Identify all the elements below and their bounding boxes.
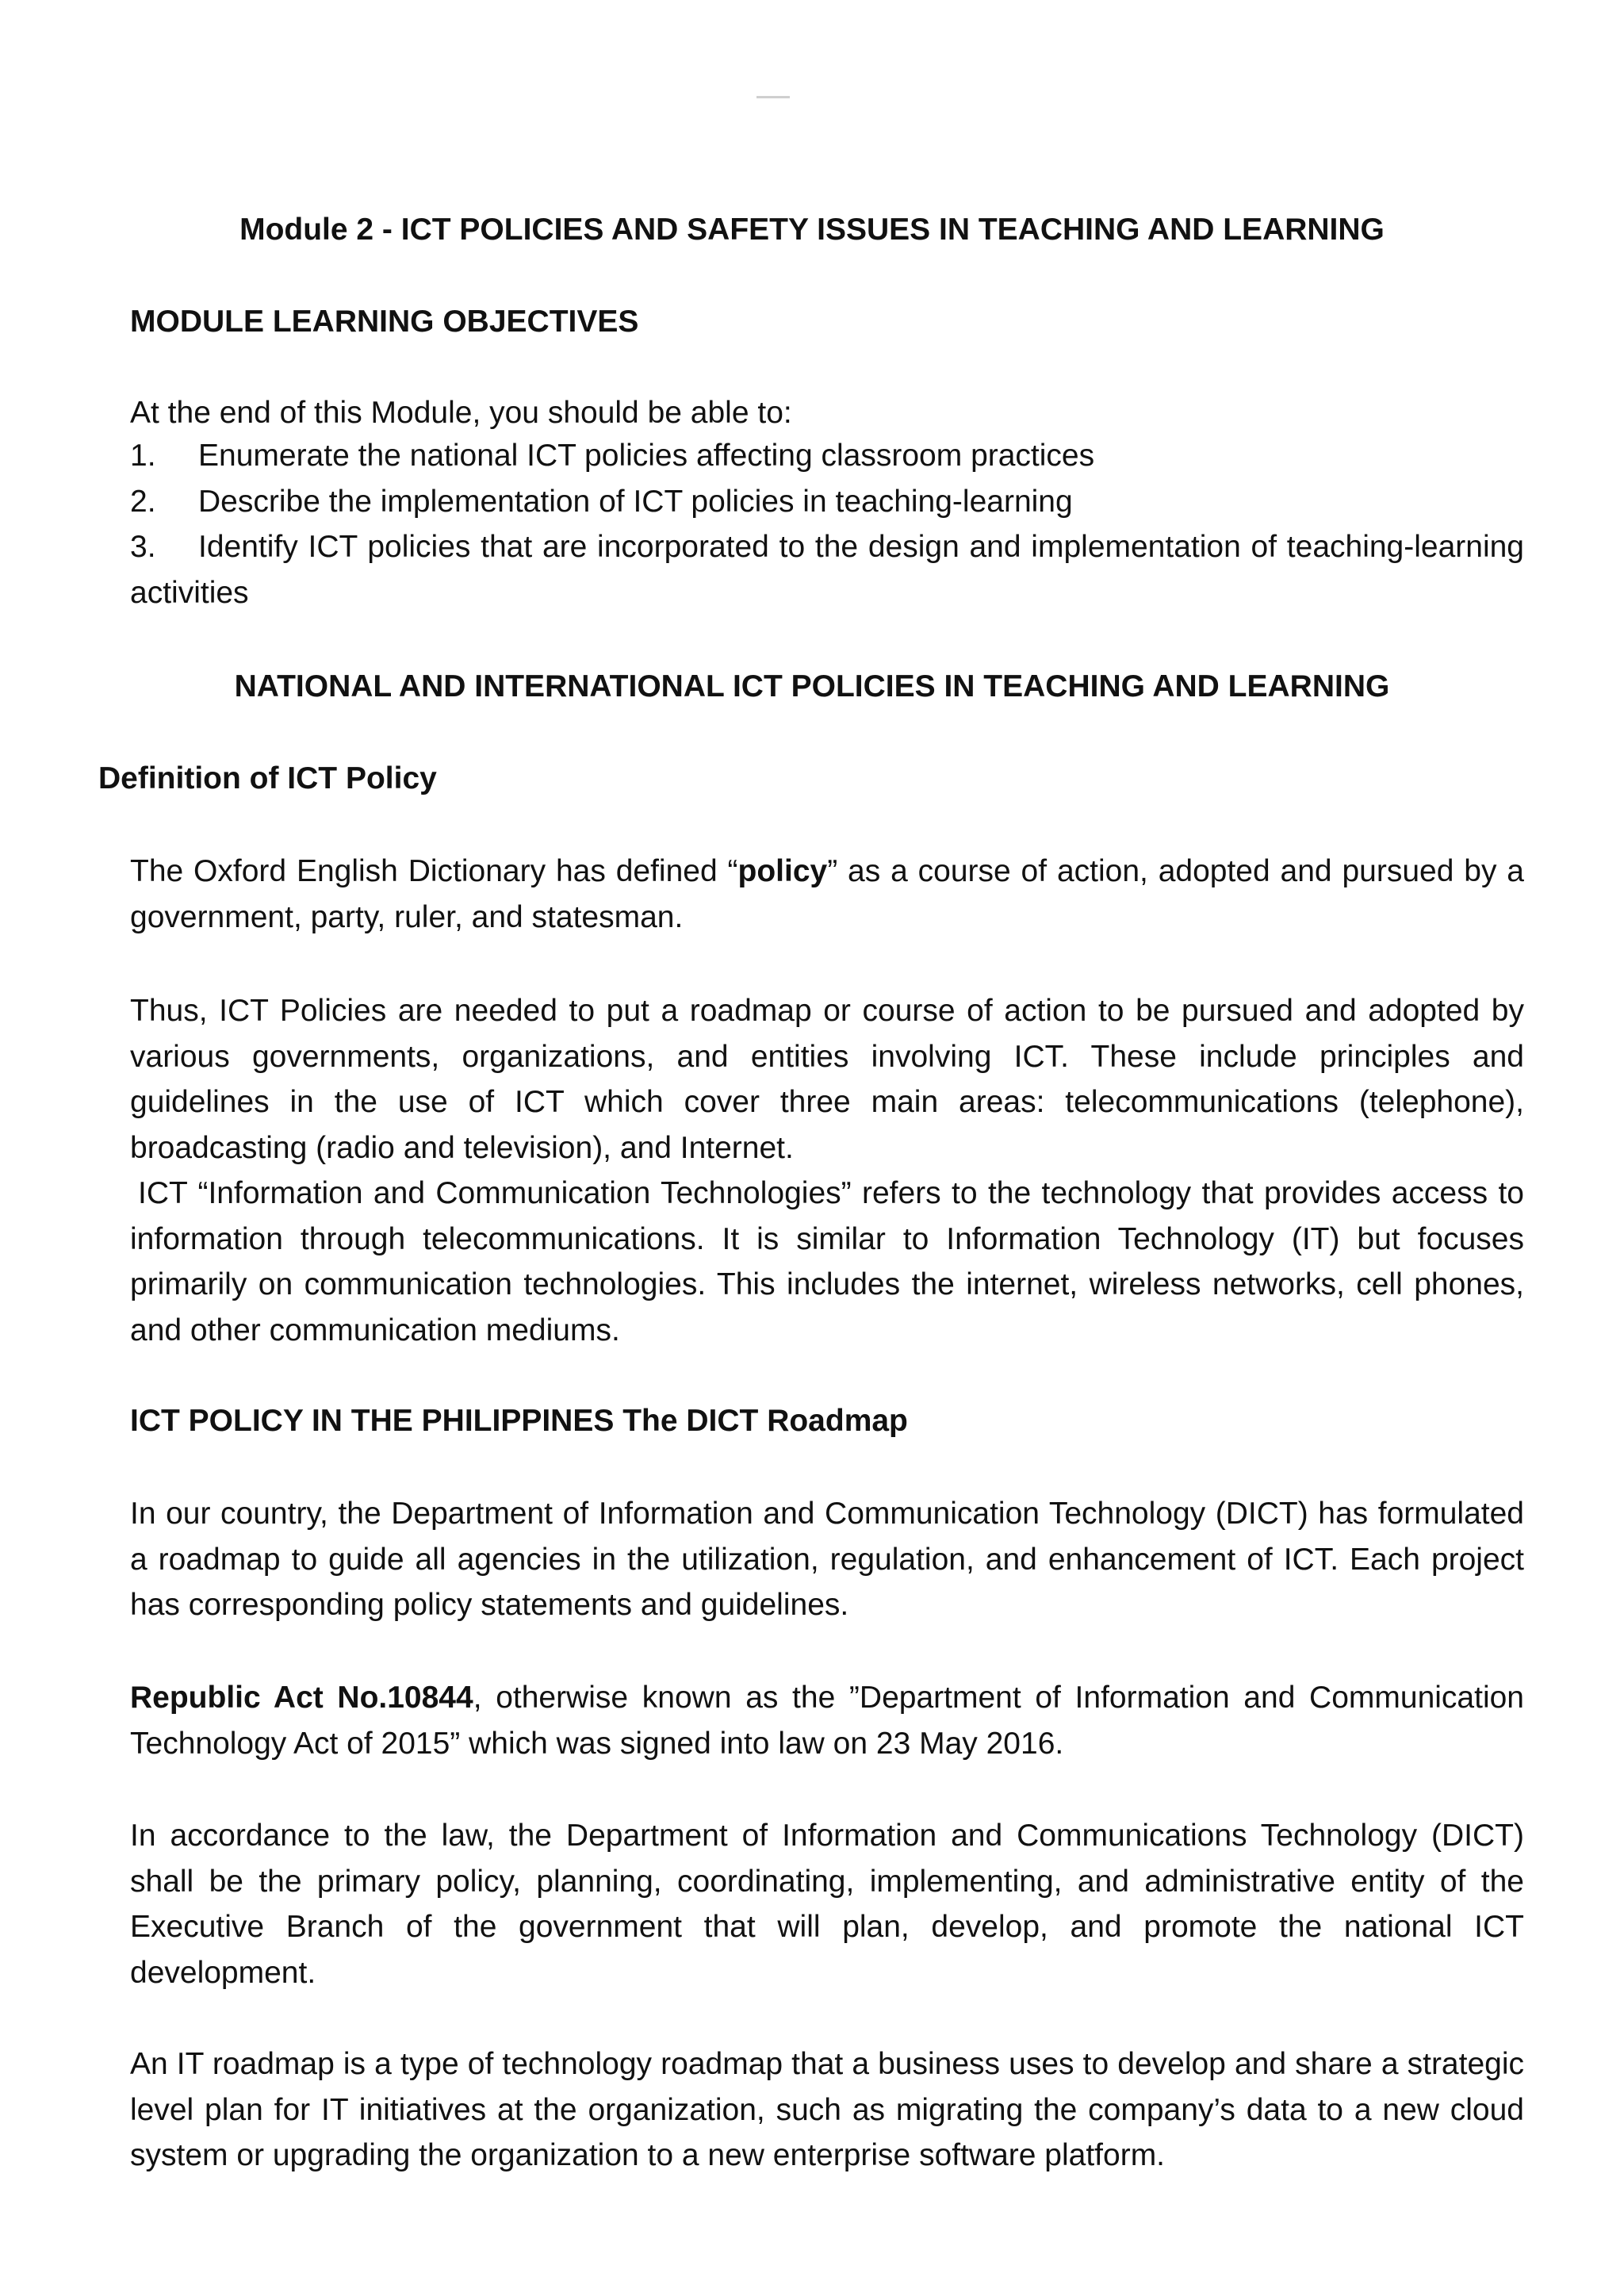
objective-item [130, 524, 1524, 615]
objective-text: Enumerate the national ICT policies affecting classroom practices [198, 439, 1095, 473]
objective-number: 2. [130, 484, 156, 519]
philippines-paragraph-4: An IT roadmap is a type of technology roadmap that a business uses to develop and share a strategic level plan for IT initiatives at the organization, such as migrating the company’s data to a new cloud system or upgrading the organization to a new enterprise software platform. [130, 2047, 1524, 2172]
definition-paragraph-3: ICT “Information and Communication Technologies” refers to the technology that provides access to information through telecommunications. It is similar to Information Technology (IT) but focuses primarily on communication technologies. This includes the internet, wireless networks, cell phones, and other communication mediums. [130, 1176, 1524, 1347]
definition-paragraph-1 [130, 849, 1524, 940]
republic-act-name: Republic Act No.10844 [130, 1681, 473, 1715]
objective-text: Identify ICT policies that are incorporated to the design and implementation of teaching-learning activities [130, 530, 1524, 610]
document-title: Module 2 - ICT POLICIES AND SAFETY ISSUES IN TEACHING AND LEARNING [239, 213, 1385, 247]
philippines-heading: ICT POLICY IN THE PHILIPPINES The DICT Roadmap [130, 1404, 908, 1438]
objective-number: 3. [130, 530, 156, 564]
republic-act-text: , otherwise known as the ”Department of Information and Communication Technology Act of 2015” which was signed into law on 23 May 2016. [130, 1681, 1524, 1761]
objectives-list [130, 433, 1524, 615]
objective-text: Describe the implementation of ICT policies in teaching-learning [198, 484, 1073, 519]
definition-heading: Definition of ICT Policy [98, 761, 437, 795]
objective-item [130, 433, 1524, 479]
objectives-intro: At the end of this Module, you should be able to: [130, 396, 792, 430]
republic-act-paragraph [130, 1675, 1524, 1766]
philippines-paragraph-1: In our country, the Department of Information and Communication Technology (DICT) has formulated a roadmap to guide all agencies in the utilization, regulation, and enhancement of ICT. Each project has corresponding policy statements and guidelines. [130, 1497, 1524, 1622]
definition-paragraph-2: Thus, ICT Policies are needed to put a roadmap or course of action to be pursued and adopted by various governments, organizations, and entities involving ICT. These include principles and guidelines in the use of ICT which cover three main areas: telecommunications (telephone), broadcasting (radio and television), and Internet. [130, 994, 1524, 1165]
objective-item [130, 479, 1524, 525]
objectives-heading: MODULE LEARNING OBJECTIVES [130, 305, 639, 339]
policy-term: policy [737, 854, 828, 888]
philippines-paragraph-3: In accordance to the law, the Department of Information and Communications Technology (DICT) shall be the primary policy, planning, coordinating, implementing, and administrative entity of the Executive Branch of the government that will plan, develop, and promote the national ICT development. [130, 1819, 1524, 1990]
header-mark [756, 96, 790, 98]
definition-text-before: The Oxford English Dictionary has defined “ [130, 854, 738, 888]
definition-text-after: ” as a course of action, adopted and pursued by a government, party, ruler, and statesman. [130, 854, 1524, 934]
objective-number: 1. [130, 439, 156, 473]
section-heading: NATIONAL AND INTERNATIONAL ICT POLICIES IN TEACHING AND LEARNING [234, 669, 1390, 703]
